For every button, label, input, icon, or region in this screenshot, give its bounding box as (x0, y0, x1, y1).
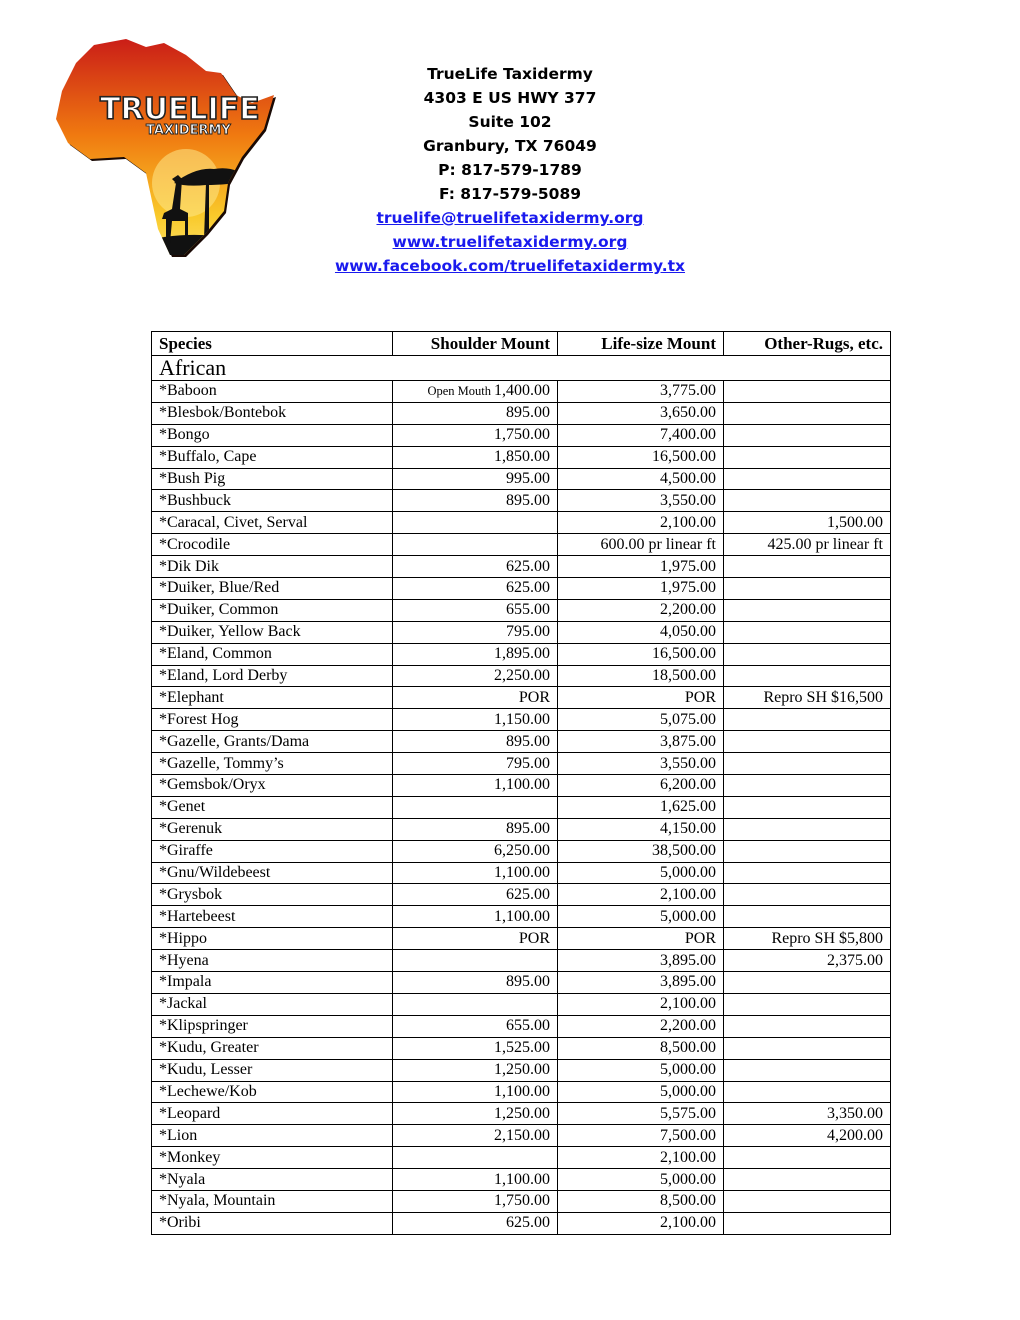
table-row (152, 928, 891, 950)
other-rugs-cell (724, 578, 891, 600)
other-rugs-cell (724, 1169, 891, 1191)
species-cell: *Giraffe (152, 840, 393, 862)
table-row (152, 578, 891, 600)
table-row (152, 840, 891, 862)
table-row (152, 1212, 891, 1234)
other-rugs-cell (724, 884, 891, 906)
table-row (152, 446, 891, 468)
company-name: TrueLife Taxidermy (427, 65, 593, 83)
shoulder-mount-cell (393, 556, 558, 578)
other-rugs-cell (724, 1081, 891, 1103)
other-rugs-cell (724, 753, 891, 775)
table-row (152, 1169, 891, 1191)
lifesize-mount-cell: 3,875.00 (558, 731, 724, 753)
lifesize-mount-cell: 5,000.00 (558, 1081, 724, 1103)
shoulder-mount-cell (393, 621, 558, 643)
shoulder-mount-cell (393, 906, 558, 928)
address-line-1: 4303 E US HWY 377 (423, 89, 597, 107)
species-cell: *Kudu, Lesser (152, 1059, 393, 1081)
other-rugs-cell: 4,200.00 (724, 1125, 891, 1147)
table-row (152, 884, 891, 906)
shoulder-mount-cell (393, 972, 558, 994)
lifesize-mount-cell: 6,200.00 (558, 775, 724, 797)
shoulder-mount-price: 1,150.00 (494, 710, 550, 728)
lifesize-mount-cell: 5,000.00 (558, 1169, 724, 1191)
table-row (152, 1037, 891, 1059)
shoulder-mount-cell (393, 993, 558, 1015)
other-rugs-cell: 3,350.00 (724, 1103, 891, 1125)
shoulder-mount-price: 1,100.00 (494, 907, 550, 925)
shoulder-mount-price: 6,250.00 (494, 842, 550, 860)
species-cell: *Duiker, Blue/Red (152, 578, 393, 600)
city-state-zip: Granbury, TX 76049 (423, 137, 597, 155)
shoulder-mount-price: 625.00 (506, 885, 550, 903)
other-rugs-cell (724, 796, 891, 818)
lifesize-mount-cell: 4,050.00 (558, 621, 724, 643)
lifesize-mount-cell: 2,100.00 (558, 993, 724, 1015)
species-cell: *Crocodile (152, 534, 393, 556)
shoulder-mount-price: 655.00 (506, 1017, 550, 1035)
species-cell: *Duiker, Common (152, 599, 393, 621)
lifesize-mount-cell: POR (558, 687, 724, 709)
species-cell: *Hyena (152, 950, 393, 972)
shoulder-mount-price: 625.00 (506, 1214, 550, 1232)
header-species: Species (152, 332, 393, 356)
shoulder-mount-cell (393, 818, 558, 840)
shoulder-mount-price: 1,250.00 (494, 1061, 550, 1079)
shoulder-mount-cell (393, 731, 558, 753)
shoulder-mount-cell (393, 468, 558, 490)
species-cell: *Gemsbok/Oryx (152, 775, 393, 797)
other-rugs-cell (724, 1190, 891, 1212)
other-rugs-cell (724, 665, 891, 687)
shoulder-mount-price: 1,100.00 (494, 1170, 550, 1188)
shoulder-mount-price: 1,100.00 (494, 864, 550, 882)
fax-number: F: 817-579-5089 (438, 185, 582, 203)
other-rugs-cell (724, 381, 891, 403)
shoulder-mount-price: 625.00 (506, 579, 550, 597)
other-rugs-cell (724, 818, 891, 840)
table-row (152, 972, 891, 994)
lifesize-mount-cell: 7,400.00 (558, 424, 724, 446)
table-row (152, 556, 891, 578)
lifesize-mount-cell: 600.00 pr linear ft (558, 534, 724, 556)
shoulder-mount-price: 1,850.00 (494, 448, 550, 466)
shoulder-mount-cell (393, 578, 558, 600)
species-cell: *Caracal, Civet, Serval (152, 512, 393, 534)
table-row (152, 468, 891, 490)
company-contact-block (300, 62, 720, 278)
species-cell: *Gazelle, Grants/Dama (152, 731, 393, 753)
shoulder-mount-cell (393, 775, 558, 797)
other-rugs-cell (724, 1059, 891, 1081)
shoulder-mount-cell (393, 402, 558, 424)
phone-number: P: 817-579-1789 (438, 161, 582, 179)
other-rugs-cell (724, 599, 891, 621)
category-row (152, 356, 891, 381)
other-rugs-cell: 2,375.00 (724, 950, 891, 972)
table-row (152, 490, 891, 512)
table-row (152, 862, 891, 884)
other-rugs-cell (724, 972, 891, 994)
svg-text:TAXIDERMY: TAXIDERMY (146, 123, 231, 138)
shoulder-mount-price: 895.00 (506, 973, 550, 991)
species-cell: *Jackal (152, 993, 393, 1015)
lifesize-mount-cell: 3,550.00 (558, 490, 724, 512)
species-cell: *Eland, Lord Derby (152, 665, 393, 687)
other-rugs-cell: Repro SH $16,500 (724, 687, 891, 709)
shoulder-mount-cell (393, 1015, 558, 1037)
table-row (152, 950, 891, 972)
other-rugs-cell (724, 1212, 891, 1234)
africa-logo-graphic (46, 33, 291, 261)
shoulder-mount-cell (393, 643, 558, 665)
company-logo (46, 33, 291, 261)
table-row (152, 906, 891, 928)
species-cell: *Genet (152, 796, 393, 818)
lifesize-mount-cell: 5,075.00 (558, 709, 724, 731)
lifesize-mount-cell: 2,200.00 (558, 1015, 724, 1037)
shoulder-mount-cell (393, 665, 558, 687)
table-row (152, 709, 891, 731)
shoulder-mount-cell (393, 862, 558, 884)
species-cell: *Elephant (152, 687, 393, 709)
lifesize-mount-cell: 1,975.00 (558, 556, 724, 578)
species-cell: *Blesbok/Bontebok (152, 402, 393, 424)
other-rugs-cell (724, 621, 891, 643)
shoulder-mount-price: 2,150.00 (494, 1126, 550, 1144)
table-row (152, 1125, 891, 1147)
table-row (152, 643, 891, 665)
shoulder-mount-cell (393, 1103, 558, 1125)
lifesize-mount-cell: 2,100.00 (558, 1147, 724, 1169)
shoulder-mount-price: 1,250.00 (494, 1104, 550, 1122)
table-row (152, 687, 891, 709)
shoulder-mount-cell (393, 687, 558, 709)
shoulder-mount-cell (393, 1212, 558, 1234)
other-rugs-cell (724, 840, 891, 862)
lifesize-mount-cell: 3,550.00 (558, 753, 724, 775)
species-cell: *Eland, Common (152, 643, 393, 665)
shoulder-mount-price: POR (518, 929, 550, 947)
lifesize-mount-cell: 5,575.00 (558, 1103, 724, 1125)
table-row (152, 1081, 891, 1103)
lifesize-mount-cell: 3,895.00 (558, 972, 724, 994)
address-line-2: Suite 102 (468, 113, 552, 131)
shoulder-mount-price: 1,750.00 (494, 1192, 550, 1210)
website-link[interactable]: www.truelifetaxidermy.org (392, 233, 628, 251)
shoulder-mount-cell (393, 840, 558, 862)
shoulder-mount-cell (393, 1190, 558, 1212)
table-row (152, 775, 891, 797)
other-rugs-cell: 1,500.00 (724, 512, 891, 534)
shoulder-mount-price: 795.00 (506, 754, 550, 772)
shoulder-mount-cell (393, 1081, 558, 1103)
shoulder-mount-cell (393, 446, 558, 468)
table-row (152, 424, 891, 446)
species-cell: *Bushbuck (152, 490, 393, 512)
price-note: Open Mouth (427, 384, 491, 399)
shoulder-mount-cell (393, 753, 558, 775)
species-cell: *Dik Dik (152, 556, 393, 578)
lifesize-mount-cell: 38,500.00 (558, 840, 724, 862)
table-row (152, 1015, 891, 1037)
shoulder-mount-price: 995.00 (506, 470, 550, 487)
shoulder-mount-cell (393, 424, 558, 446)
shoulder-mount-cell (393, 928, 558, 950)
lifesize-mount-cell: 8,500.00 (558, 1037, 724, 1059)
other-rugs-cell (724, 468, 891, 490)
species-cell: *Forest Hog (152, 709, 393, 731)
lifesize-mount-cell: 16,500.00 (558, 643, 724, 665)
other-rugs-cell: 425.00 pr linear ft (724, 534, 891, 556)
shoulder-mount-price: 1,750.00 (494, 426, 550, 444)
shoulder-mount-cell (393, 709, 558, 731)
lifesize-mount-cell: 16,500.00 (558, 446, 724, 468)
shoulder-mount-price: 1,100.00 (494, 1082, 550, 1100)
species-cell: *Monkey (152, 1147, 393, 1169)
shoulder-mount-price: 895.00 (506, 820, 550, 838)
other-rugs-cell (724, 1037, 891, 1059)
species-cell: *Hartebeest (152, 906, 393, 928)
svg-text:TRUELIFE: TRUELIFE (100, 92, 260, 127)
other-rugs-cell (724, 731, 891, 753)
table-row (152, 1147, 891, 1169)
lifesize-mount-cell: 4,500.00 (558, 468, 724, 490)
table-row (152, 512, 891, 534)
species-cell: *Baboon (152, 381, 393, 403)
species-cell: *Bush Pig (152, 468, 393, 490)
lifesize-mount-cell: 3,650.00 (558, 402, 724, 424)
lifesize-mount-cell: 2,100.00 (558, 884, 724, 906)
other-rugs-cell (724, 424, 891, 446)
species-cell: *Grysbok (152, 884, 393, 906)
species-cell: *Gazelle, Tommy’s (152, 753, 393, 775)
shoulder-mount-price: 895.00 (506, 732, 550, 750)
table-header-row (152, 332, 891, 356)
other-rugs-cell: Repro SH $5,800 (724, 928, 891, 950)
shoulder-mount-cell (393, 796, 558, 818)
shoulder-mount-price: 795.00 (506, 623, 550, 641)
lifesize-mount-cell: 1,625.00 (558, 796, 724, 818)
other-rugs-cell (724, 709, 891, 731)
shoulder-mount-price: 1,400.00 (494, 382, 550, 400)
shoulder-mount-cell (393, 1059, 558, 1081)
species-cell: *Oribi (152, 1212, 393, 1234)
shoulder-mount-cell (393, 490, 558, 512)
other-rugs-cell (724, 643, 891, 665)
lifesize-mount-cell: 8,500.00 (558, 1190, 724, 1212)
shoulder-mount-cell (393, 534, 558, 556)
lifesize-mount-cell: 5,000.00 (558, 906, 724, 928)
other-rugs-cell (724, 862, 891, 884)
species-cell: *Kudu, Greater (152, 1037, 393, 1059)
table-row (152, 731, 891, 753)
shoulder-mount-cell (393, 381, 558, 403)
shoulder-mount-cell (393, 950, 558, 972)
other-rugs-cell (724, 993, 891, 1015)
lifesize-mount-cell: 18,500.00 (558, 665, 724, 687)
table-row (152, 402, 891, 424)
category-label: African (152, 356, 891, 381)
other-rugs-cell (724, 446, 891, 468)
species-cell: *Lechewe/Kob (152, 1081, 393, 1103)
species-cell: *Klipspringer (152, 1015, 393, 1037)
table-row (152, 993, 891, 1015)
other-rugs-cell (724, 906, 891, 928)
shoulder-mount-cell (393, 1169, 558, 1191)
shoulder-mount-cell (393, 599, 558, 621)
shoulder-mount-price: 1,525.00 (494, 1039, 550, 1057)
lifesize-mount-cell: 2,100.00 (558, 512, 724, 534)
header-lifesize-mount: Life-size Mount (558, 332, 724, 356)
shoulder-mount-cell (393, 1125, 558, 1147)
table-row (152, 665, 891, 687)
lifesize-mount-cell: 2,200.00 (558, 599, 724, 621)
species-cell: *Buffalo, Cape (152, 446, 393, 468)
lifesize-mount-cell: 7,500.00 (558, 1125, 724, 1147)
lifesize-mount-cell: 5,000.00 (558, 862, 724, 884)
species-cell: *Impala (152, 972, 393, 994)
shoulder-mount-price: POR (518, 688, 550, 706)
lifesize-mount-cell: 5,000.00 (558, 1059, 724, 1081)
shoulder-mount-price: 1,895.00 (494, 645, 550, 663)
species-cell: *Gerenuk (152, 818, 393, 840)
shoulder-mount-price: 2,250.00 (494, 667, 550, 685)
email-link[interactable]: truelife@truelifetaxidermy.org (376, 209, 644, 227)
table-row (152, 534, 891, 556)
species-cell: *Lion (152, 1125, 393, 1147)
lifesize-mount-cell: 3,775.00 (558, 381, 724, 403)
species-cell: *Nyala (152, 1169, 393, 1191)
species-cell: *Duiker, Yellow Back (152, 621, 393, 643)
other-rugs-cell (724, 490, 891, 512)
shoulder-mount-cell (393, 1037, 558, 1059)
shoulder-mount-price: 895.00 (506, 491, 550, 509)
header-shoulder-mount: Shoulder Mount (393, 332, 558, 356)
shoulder-mount-price: 655.00 (506, 601, 550, 619)
shoulder-mount-price: 895.00 (506, 404, 550, 422)
species-cell: *Hippo (152, 928, 393, 950)
species-cell: *Leopard (152, 1103, 393, 1125)
lifesize-mount-cell: 2,100.00 (558, 1212, 724, 1234)
table-row (152, 796, 891, 818)
shoulder-mount-cell (393, 1147, 558, 1169)
table-row (152, 818, 891, 840)
other-rugs-cell (724, 775, 891, 797)
shoulder-mount-price: 625.00 (506, 557, 550, 575)
shoulder-mount-cell (393, 512, 558, 534)
lifesize-mount-cell: 1,975.00 (558, 578, 724, 600)
species-cell: *Bongo (152, 424, 393, 446)
table-row (152, 1190, 891, 1212)
table-row (152, 599, 891, 621)
other-rugs-cell (724, 402, 891, 424)
other-rugs-cell (724, 1147, 891, 1169)
table-row (152, 753, 891, 775)
species-cell: *Gnu/Wildebeest (152, 862, 393, 884)
species-cell: *Nyala, Mountain (152, 1190, 393, 1212)
lifesize-mount-cell: POR (558, 928, 724, 950)
shoulder-mount-cell (393, 884, 558, 906)
lifesize-mount-cell: 3,895.00 (558, 950, 724, 972)
price-table (151, 331, 891, 1235)
header-other-rugs: Other-Rugs, etc. (724, 332, 891, 356)
facebook-link[interactable]: www.facebook.com/truelifetaxidermy.tx (334, 257, 686, 275)
shoulder-mount-price: 1,100.00 (494, 776, 550, 794)
other-rugs-cell (724, 556, 891, 578)
table-row (152, 1059, 891, 1081)
table-row (152, 621, 891, 643)
table-row (152, 1103, 891, 1125)
table-row (152, 381, 891, 403)
lifesize-mount-cell: 4,150.00 (558, 818, 724, 840)
other-rugs-cell (724, 1015, 891, 1037)
